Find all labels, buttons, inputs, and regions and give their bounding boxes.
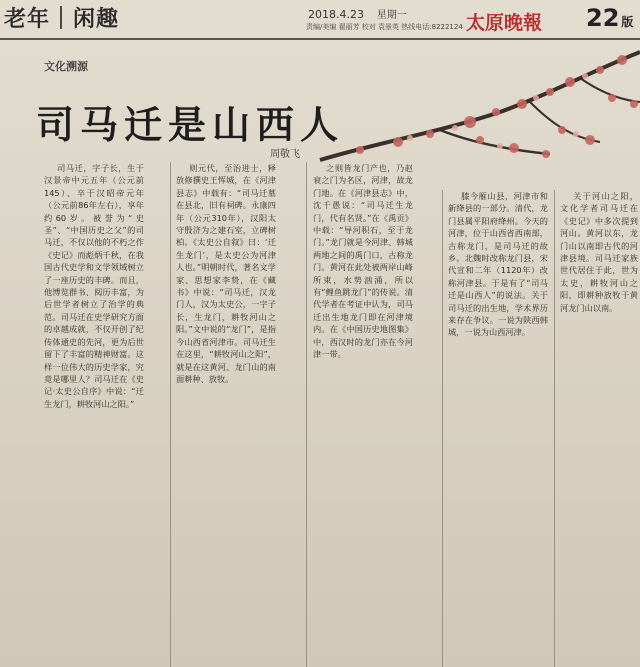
column-text: 则元代，至治进士，释放修撰史王恽城，在《河津县志》中载有：“司马迁墓在县北，旧有祠碑。永康四年（公元310年），汉阳太守殷济为之建石室，立碑树柏。《太史公自叙》曰：‘迁生龙门’，是太史公为河津人也。”明朝时代，著名文学家、思想家李贽，在《藏书》中说：“司马迁，汉龙门人，汉为太史公，一字子长，生龙门，耕牧河山之阳。”文中说的“龙门”，是指今山西省河津市。司马迁生在这里，“耕牧河山之阳”，就是在这黄河、龙门山的南面耕种、放牧。 <box>176 163 276 384</box>
column-text: 之则皆龙门产也，乃赵衰之门为名区，河津，故龙门地。在《河津县志》中，沈千愚说：“司马迁生龙门，代有名贤。”在《禹贡》中载：“导河积石，至于龙门。”龙门就是今河津、韩城两地之间的禹门口，古称龙门。黄河在此处被两岸山峰所束，水势汹涌，所以有“鲤鱼跳龙门”的传说。清代学者在考证中认为，司马迁出生地龙门即在河津境内。在《中国历史地图集》中，西汉时的龙门亦在今河津一带。 <box>313 163 413 360</box>
column-text: 膝今雁山县，河津市和新绛县的一部分。清代，龙门县属平阳府绛州。今天的河津，位于山西省西南部，古称龙门，是司马迁的故乡。北魏时改称龙门县，宋代宣和二年（1120年）改称河津县。于是有了“司马迁是山西人”的说法。关于司马迁的出生地，学术界历来存在争议。一说为陕西韩城，一说为山西河津。 <box>448 191 548 338</box>
article-column-1 <box>44 162 144 667</box>
column-name: 文化溯源 <box>44 60 88 73</box>
column-divider <box>442 190 443 667</box>
column-divider <box>554 190 555 667</box>
article-headline: 司马迁是山西人 <box>36 102 345 147</box>
article-column-4 <box>448 190 548 667</box>
date-line <box>308 6 407 21</box>
header-rule <box>0 38 640 40</box>
column-text: 司马迁，字子长，生于汉景帝中元五年（公元前145）、卒于汉昭帝元年（公元前86年左右），享年约60岁。被誉为“史圣”、“中国历史之父”的司马迁，不仅以他的不朽之作《史记》而彪炳千秋，在我国古代史学和文学领域树立了一座历史的丰碑。而且，他博览群书、阅历丰富，为后世学者树立了治学的典范。司马迁在史学研究方面的卓越成就，不仅开创了纪传体通史的先河，更为后世留下了丰富的精神财富。这样一位伟大的历史学家，究竟是哪里人？司马迁在《史记·太史公自序》中说：“迁生龙门，耕牧河山之阳。” <box>44 163 144 409</box>
column-divider <box>306 162 307 667</box>
page-header <box>0 0 640 36</box>
section-title: 老年｜闲趣 <box>4 7 120 32</box>
newspaper-logo: 太原晚報 <box>466 12 543 34</box>
article-byline: 周敬飞 <box>270 149 300 160</box>
page-number <box>586 4 633 32</box>
column-divider <box>170 162 171 667</box>
issue-weekday: 星期一 <box>376 10 407 21</box>
page-number-suffix: 版 <box>621 15 634 29</box>
article-column-2 <box>176 162 276 667</box>
column-text: 关于河山之阳，文化学者司马迁在《史记》中多次提到河山。黄河以东，龙门山以南即古代的河津县境。司马迁家族世代居住于此，世为太史，耕牧河山之阳，即耕种放牧于黄河龙门山以南。 <box>560 191 638 313</box>
editor-credits: 责编/美编 翟丽芳 校对 袁景英 热线电话:8222124 <box>306 23 463 31</box>
article-column-5 <box>560 190 638 667</box>
article-column-3 <box>313 162 413 667</box>
issue-date: 2018.4.23 <box>308 8 364 21</box>
page-number-value: 22 <box>586 4 620 32</box>
